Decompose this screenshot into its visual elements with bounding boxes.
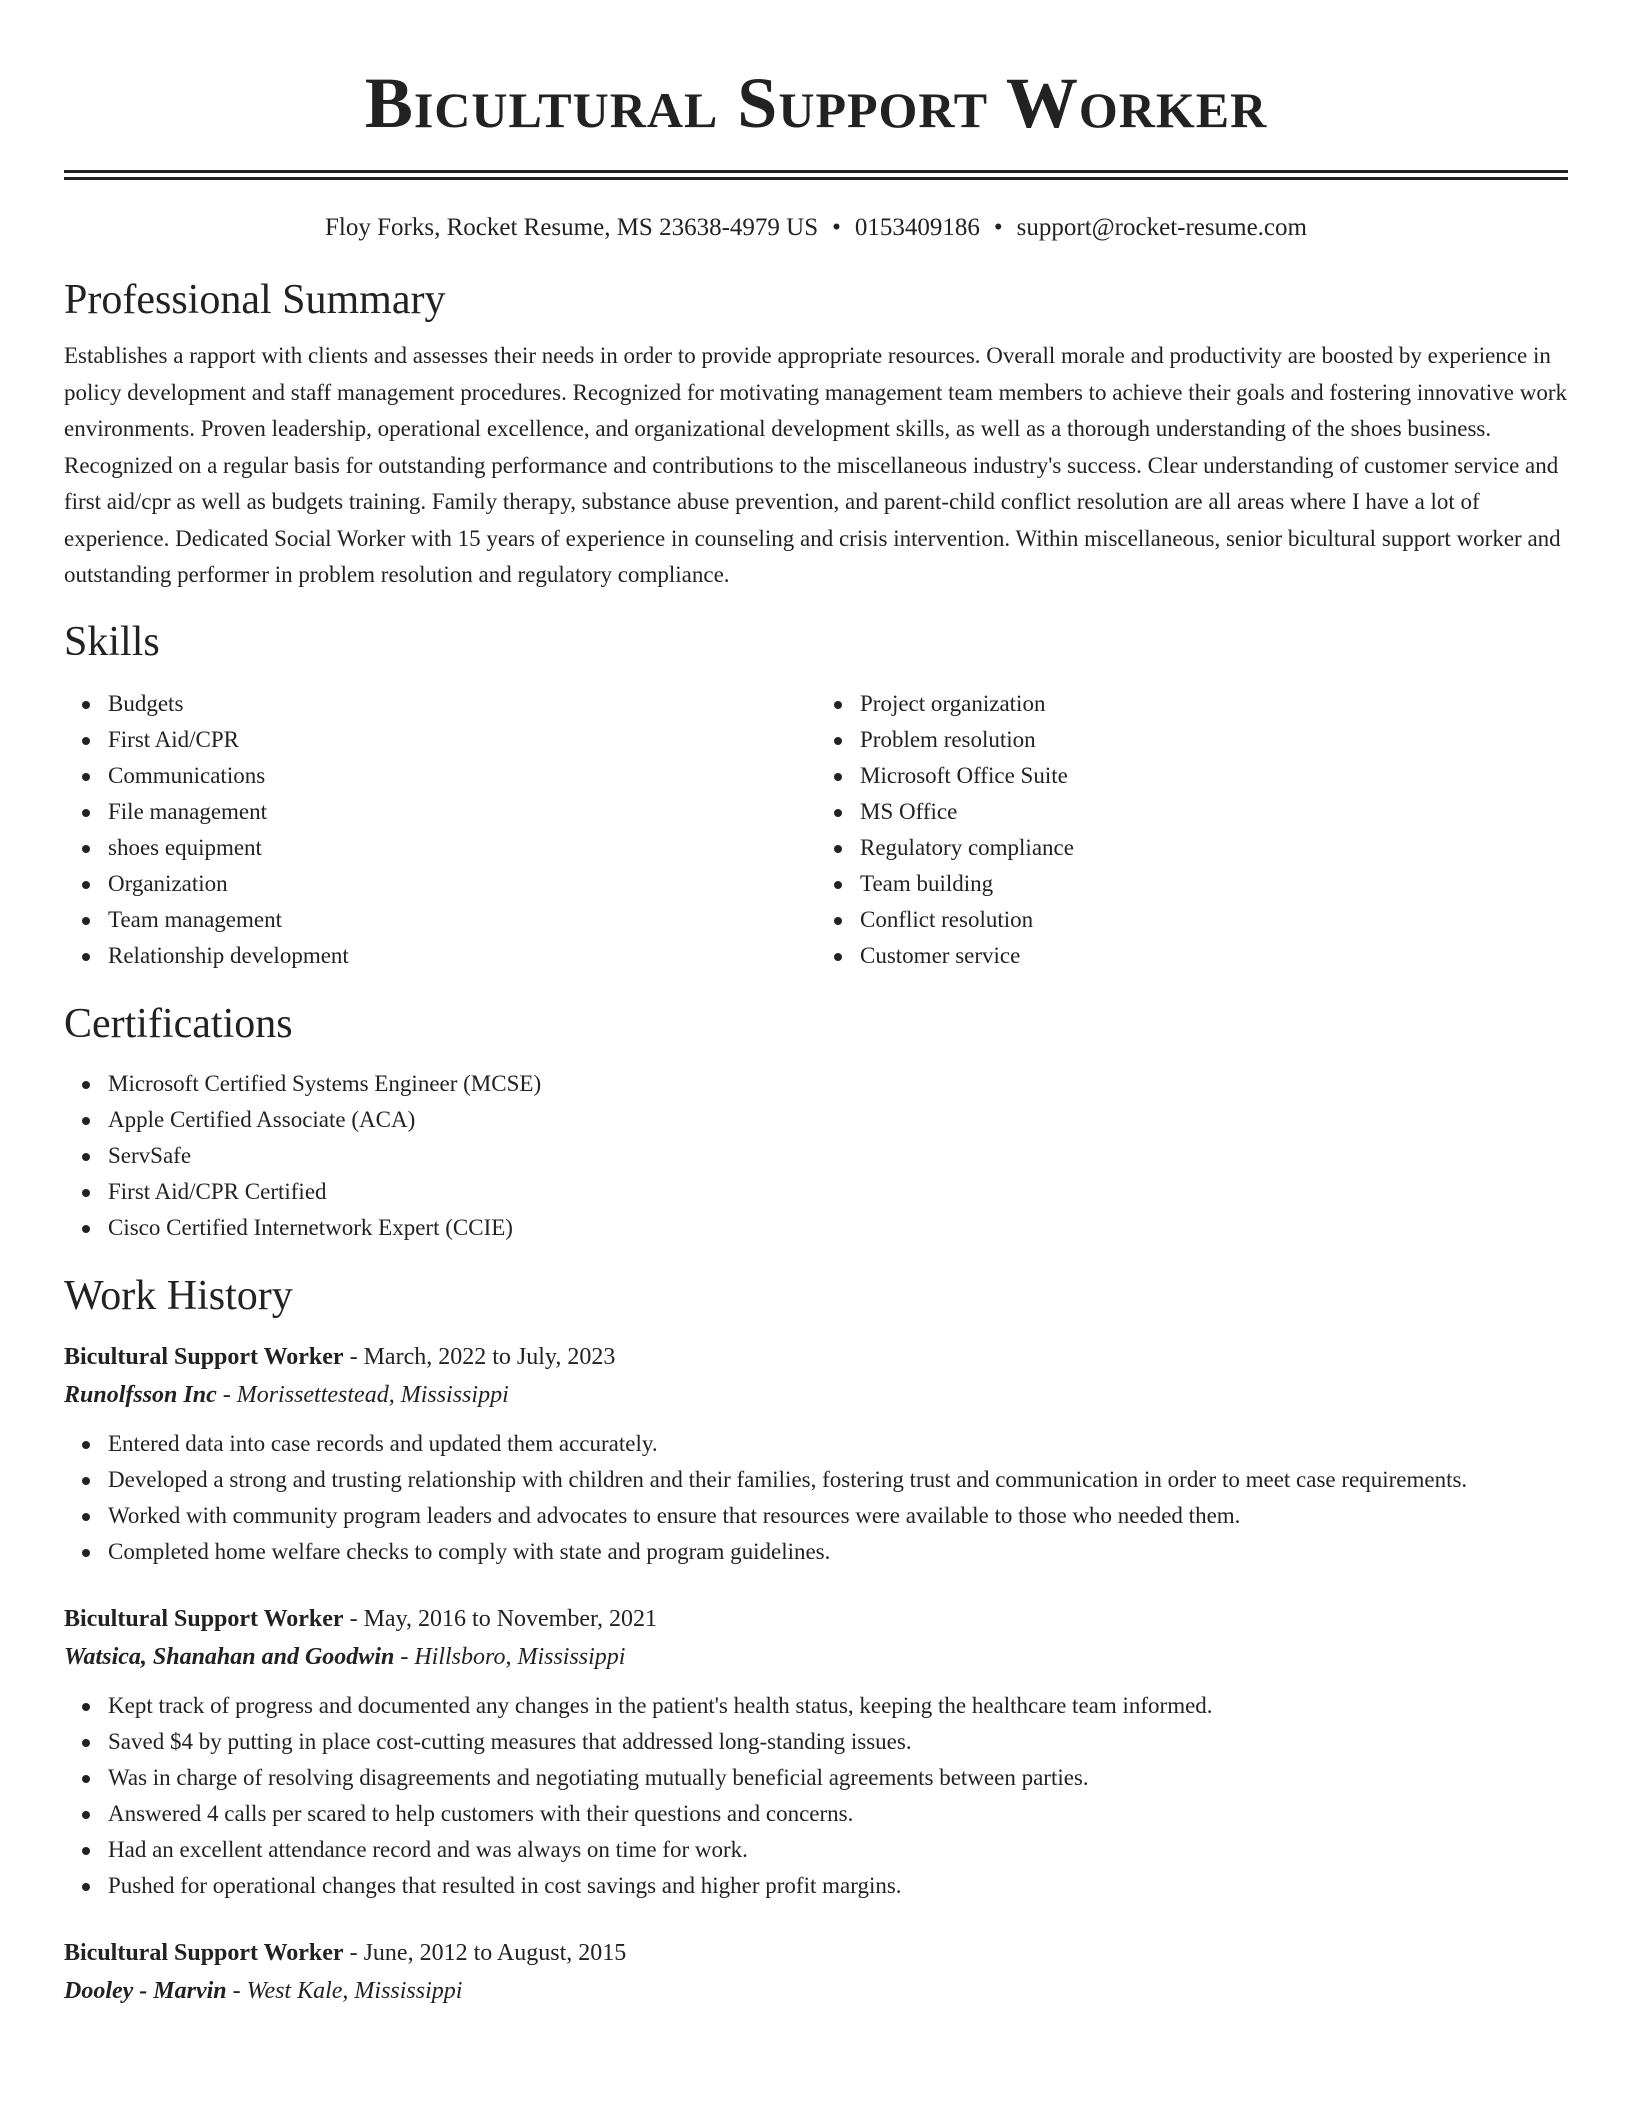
job-bullet: Entered data into case records and updated them accurately. [108,1426,1568,1462]
job-title-line [64,1600,1568,1638]
certification-item: ServSafe [108,1138,1568,1174]
job-location: - Hillsboro, Mississippi [394,1643,626,1670]
certification-item: Apple Certified Associate (ACA) [108,1102,1568,1138]
job-entry [64,1934,1568,2010]
certification-item: Microsoft Certified Systems Engineer (MCSE) [108,1066,1568,1102]
job-company: Watsica, Shanahan and Goodwin [64,1643,395,1670]
job-title-line [64,1338,1568,1376]
contact-email: support@rocket-resume.com [1016,214,1307,241]
skill-item: Team management [108,902,816,938]
summary-text: Establishes a rapport with clients and assesses their needs in order to provide appropriate resources. Overall morale and productivity are boosted by experience in policy development and staff management procedures. Recognized for motivating management team members to achieve their goals and fostering innovative work environments. Proven leadership, operational excellence, and organizational development skills, as well as a thorough understanding of the shoes business. Recognized on a regular basis for outstanding performance and contributions to the miscellaneous industry's success. Clear understanding of customer service and first aid/cpr as well as budgets training. Family therapy, substance abuse prevention, and parent-child conflict resolution are all areas where I have a lot of experience. Dedicated Social Worker with 15 years of experience in counseling and crisis intervention. Within miscellaneous, senior bicultural support worker and outstanding performer in problem resolution and regulatory compliance. [64,343,1568,587]
header-divider [64,170,1568,180]
skill-item: Problem resolution [860,722,1568,758]
job-title: Bicultural Support Worker [64,1605,344,1632]
job-title-line [64,1934,1568,1972]
summary-heading: Professional Summary [64,277,446,323]
certifications-list [64,1066,1568,1246]
certification-item: Cisco Certified Internetwork Expert (CCIE) [108,1210,1568,1246]
skill-item: Regulatory compliance [860,830,1568,866]
job-bullet: Was in charge of resolving disagreements and negotiating mutually beneficial agreements between parties. [108,1760,1568,1796]
certifications-heading: Certifications [64,1000,293,1047]
work-history-heading: Work History [64,1272,293,1319]
skill-item: Relationship development [108,938,816,974]
resume-page [64,0,1568,2010]
job-bullet: Pushed for operational changes that resulted in cost savings and higher profit margins. [108,1868,1568,1904]
skill-item: Team building [860,866,1568,902]
contact-separator: • [832,214,841,241]
contact-line [64,210,1568,246]
job-entry [64,1600,1568,1904]
job-bullet: Worked with community program leaders and advocates to ensure that resources were available to those who needed them. [108,1498,1568,1534]
job-bullet: Kept track of progress and documented any changes in the patient's health status, keeping the healthcare team informed. [108,1688,1568,1724]
job-bullets [64,1688,1568,1904]
skill-item: MS Office [860,794,1568,830]
job-bullet: Answered 4 calls per scared to help customers with their questions and concerns. [108,1796,1568,1832]
job-location: - Morissettestead, Mississippi [216,1381,509,1408]
skills-heading: Skills [64,618,160,665]
skill-item: Budgets [108,686,816,722]
job-entry [64,1338,1568,1570]
job-company-line [64,1972,1568,2010]
contact-address: Floy Forks, Rocket Resume, MS 23638-4979 US [325,214,819,241]
skill-item: Organization [108,866,816,902]
job-dates: - June, 2012 to August, 2015 [343,1939,627,1966]
skill-item: First Aid/CPR [108,722,816,758]
job-company-line [64,1376,1568,1414]
skill-item: File management [108,794,816,830]
job-company: Runolfsson Inc [64,1381,217,1408]
contact-phone: 0153409186 [854,214,980,241]
job-bullet: Saved $4 by putting in place cost-cutting measures that addressed long-standing issues. [108,1724,1568,1760]
skills-list-left [64,686,816,974]
skill-item: shoes equipment [108,830,816,866]
job-bullet: Completed home welfare checks to comply with state and program guidelines. [108,1534,1568,1570]
job-company: Dooley - Marvin [64,1977,227,2004]
skill-item: Conflict resolution [860,902,1568,938]
job-dates: - May, 2016 to November, 2021 [343,1605,658,1632]
contact-separator: • [993,214,1003,241]
job-bullet: Had an excellent attendance record and was always on time for work. [108,1832,1568,1868]
skills-columns [64,686,1568,974]
skill-item: Microsoft Office Suite [860,758,1568,794]
job-bullet: Developed a strong and trusting relationship with children and their families, fostering trust and communication in order to meet case requirements. [108,1462,1568,1498]
job-bullets [64,1426,1568,1570]
skill-item: Project organization [860,686,1568,722]
certification-item: First Aid/CPR Certified [108,1174,1568,1210]
skill-item: Communications [108,758,816,794]
job-location: - West Kale, Mississippi [226,1977,463,2004]
skills-list-right [816,686,1568,974]
resume-name: Bicultural Support Worker [364,63,1268,143]
skill-item: Customer service [860,938,1568,974]
job-company-line [64,1638,1568,1676]
job-title: Bicultural Support Worker [64,1939,344,1966]
job-dates: - March, 2022 to July, 2023 [343,1343,616,1370]
job-title: Bicultural Support Worker [64,1343,344,1370]
